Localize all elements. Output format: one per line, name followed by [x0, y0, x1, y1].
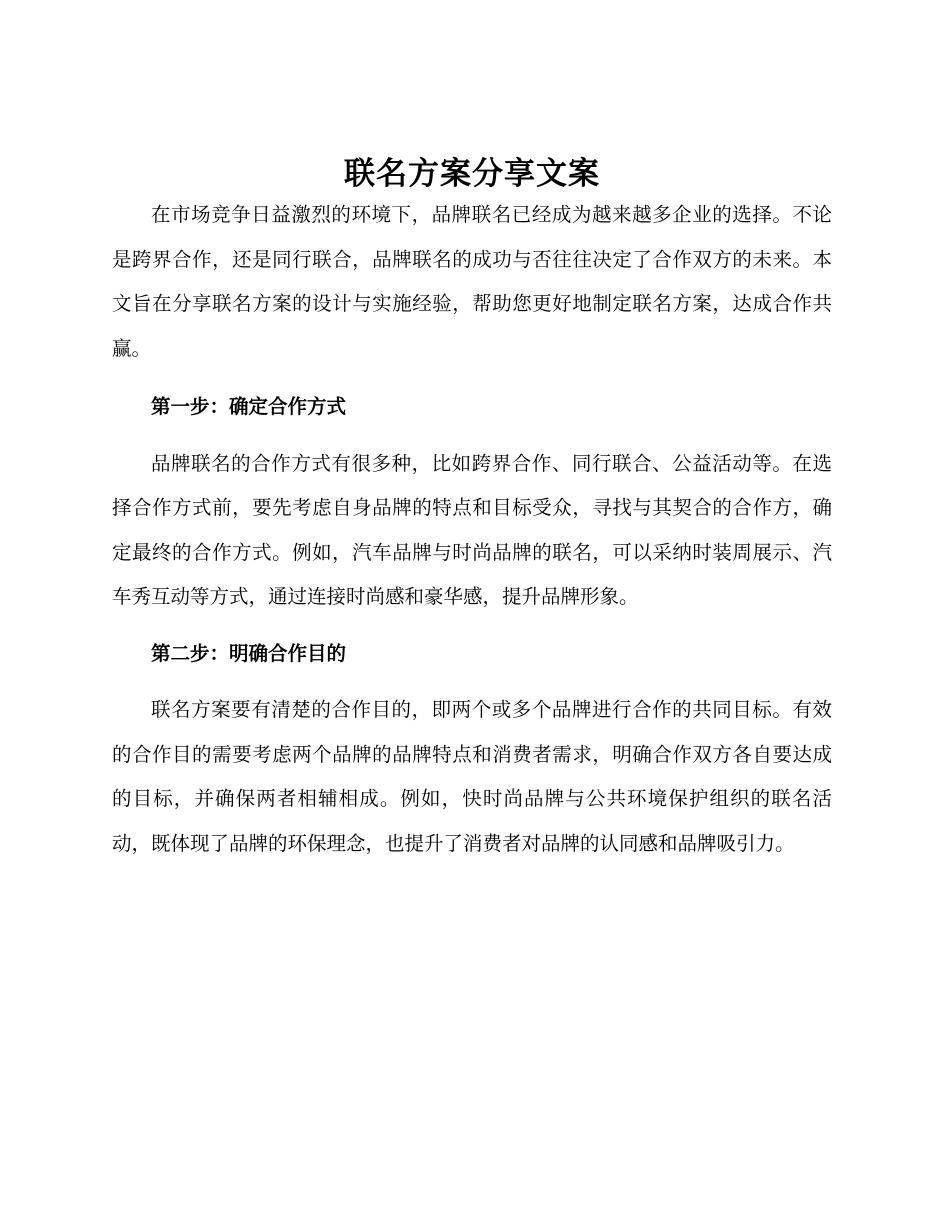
- section-step-2: [112, 632, 832, 867]
- intro-paragraph: 在市场竞争日益激烈的环境下，品牌联名已经成为越来越多企业的选择。不论是跨界合作，还是同行联合，品牌联名的成功与否往往决定了合作双方的未来。本文旨在分享联名方案的设计与实施经验，帮助您更好地制定联名方案，达成合作共赢。: [112, 203, 832, 360]
- section-body-step-2: 联名方案要有清楚的合作目的，即两个或多个品牌进行合作的共同目标。有效的合作目的需要考虑两个品牌的品牌特点和消费者需求，明确合作双方各自要达成的目标，并确保两者相辅相成。例如，快时尚品牌与公共环境保护组织的联名活动，既体现了品牌的环保理念，也提升了消费者对品牌的认同感和品牌吸引力。: [112, 698, 832, 855]
- section-heading-step-1: 第一步：确定合作方式: [151, 395, 347, 418]
- document-page: [112, 150, 832, 866]
- section-body-step-1: 品牌联名的合作方式有很多种，比如跨界合作、同行联合、公益活动等。在选择合作方式前，要先考虑自身品牌的特点和目标受众，寻找与其契合的合作方，确定最终的合作方式。例如，汽车品牌与时尚品牌的联名，可以采纳时装周展示、汽车秀互动等方式，通过连接时尚感和豪华感，提升品牌形象。: [112, 451, 832, 608]
- section-heading-step-2: 第二步：明确合作目的: [151, 641, 347, 665]
- document-title: 联名方案分享文案: [344, 156, 600, 192]
- section-step-1: [112, 385, 832, 620]
